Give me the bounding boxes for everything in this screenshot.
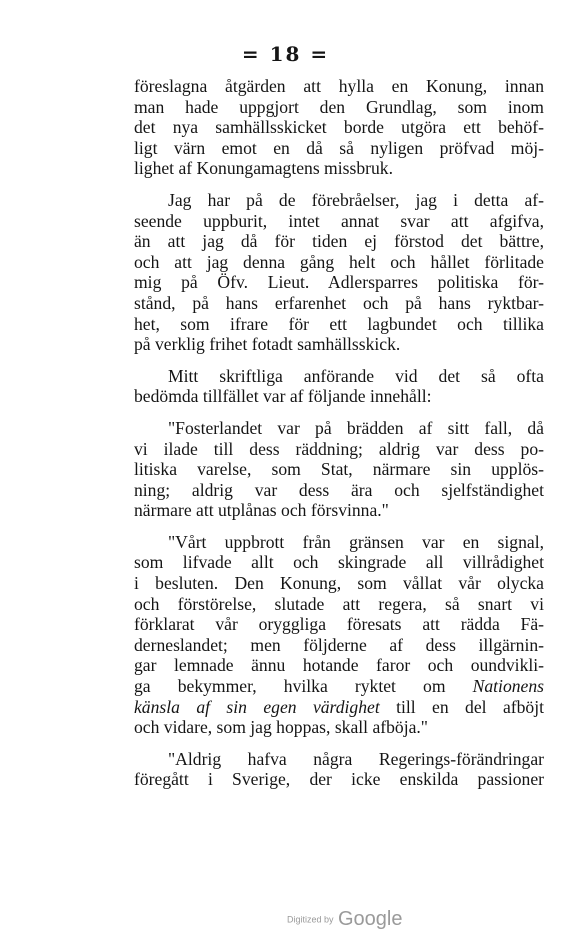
text-line: i besluten. Den Konung, som vållat vår olycka — [134, 573, 544, 594]
text-line: derneslandet; men följderne af dess illgärnin- — [134, 634, 544, 655]
text-line: vi ilade till dess räddning; aldrig var dess po- — [134, 438, 544, 459]
text-line: närmare att utplånas och försvinna." — [134, 500, 389, 521]
emphasized-text: Nationens — [472, 676, 544, 697]
text-line: och vidare, som jag hoppas, skall afböja." — [134, 717, 428, 738]
google-wordmark: Google — [337, 908, 403, 930]
text-line: ligt värn emot en då så nyligen pröfvad möj- — [134, 137, 544, 158]
text-line: på verklig frihet fotadt samhällsskick. — [134, 334, 401, 355]
text-line: och att jag denna gång helt och hållet förlitade — [134, 251, 544, 272]
text-line: bedömda tillfället var af följande innehåll: — [134, 386, 432, 407]
paragraph — [134, 366, 544, 407]
text-line: stånd, på hans erfarenhet och på hans ryktbar- — [134, 292, 544, 313]
text-line: och förstörelse, slutade att regera, så snart vi — [134, 593, 544, 614]
text-line: Jag har på de förebråelser, jag i detta af- — [168, 189, 544, 210]
text-line: ga bekymmer, hvilka ryktet om Nationens — [134, 676, 544, 697]
digitized-watermark — [287, 908, 402, 931]
text-line: "Aldrig hafva några Regerings-förändringar — [168, 748, 544, 769]
text-line: gar lemnade ännu hotande faror och oundvikli- — [134, 655, 544, 676]
text-line: "Vårt uppbrott från gränsen var en signal, — [168, 531, 544, 552]
text-line: det nya samhällsskicket borde utgöra ett behöf- — [134, 117, 544, 138]
text-line: mig på Öfv. Lieut. Adlersparres politiska för- — [134, 272, 544, 293]
page-body — [134, 76, 544, 790]
paragraph — [134, 190, 544, 355]
text-line: ning; aldrig var dess ära och sjelfständighet — [134, 479, 544, 500]
quote-paragraph — [134, 532, 544, 738]
text-line: än att jag då för tiden ej förstod det bättre, — [134, 231, 544, 252]
text-line: förklarat vår oryggliga föresats att rädda Fä- — [134, 614, 544, 635]
text-line: känsla af sin egen värdighet till en del afböjt — [134, 696, 544, 717]
text-line: het, som ifrare för ett lagbundet och tillika — [134, 313, 544, 334]
text-line: lighet af Konungamagtens missbruk. — [134, 158, 393, 179]
text-line: "Fosterlandet var på brädden af sitt fall, då — [168, 417, 544, 438]
paragraph — [134, 76, 544, 179]
page-number: = 18 = — [241, 42, 330, 66]
quote-paragraph — [134, 418, 544, 521]
text-line: Mitt skriftliga anförande vid det så ofta — [168, 365, 544, 386]
text-line: man hade uppgjort den Grundlag, som inom — [134, 96, 544, 117]
text-line: litiska varelse, som Stat, närmare sin upplös- — [134, 459, 544, 480]
text-line: föregått i Sverige, der icke enskilda passioner — [134, 769, 544, 790]
quote-paragraph — [134, 749, 544, 790]
digitized-by-text: Digitized by — [287, 914, 334, 925]
text-line: föreslagna åtgärden att hylla en Konung, innan — [134, 76, 544, 96]
text-line: som lifvade allt och skingrade all villrådighet — [134, 552, 544, 573]
emphasized-text: känsla af sin egen värdighet — [134, 696, 380, 717]
text-line: seende uppburit, intet annat svar att afgifva, — [134, 210, 544, 231]
